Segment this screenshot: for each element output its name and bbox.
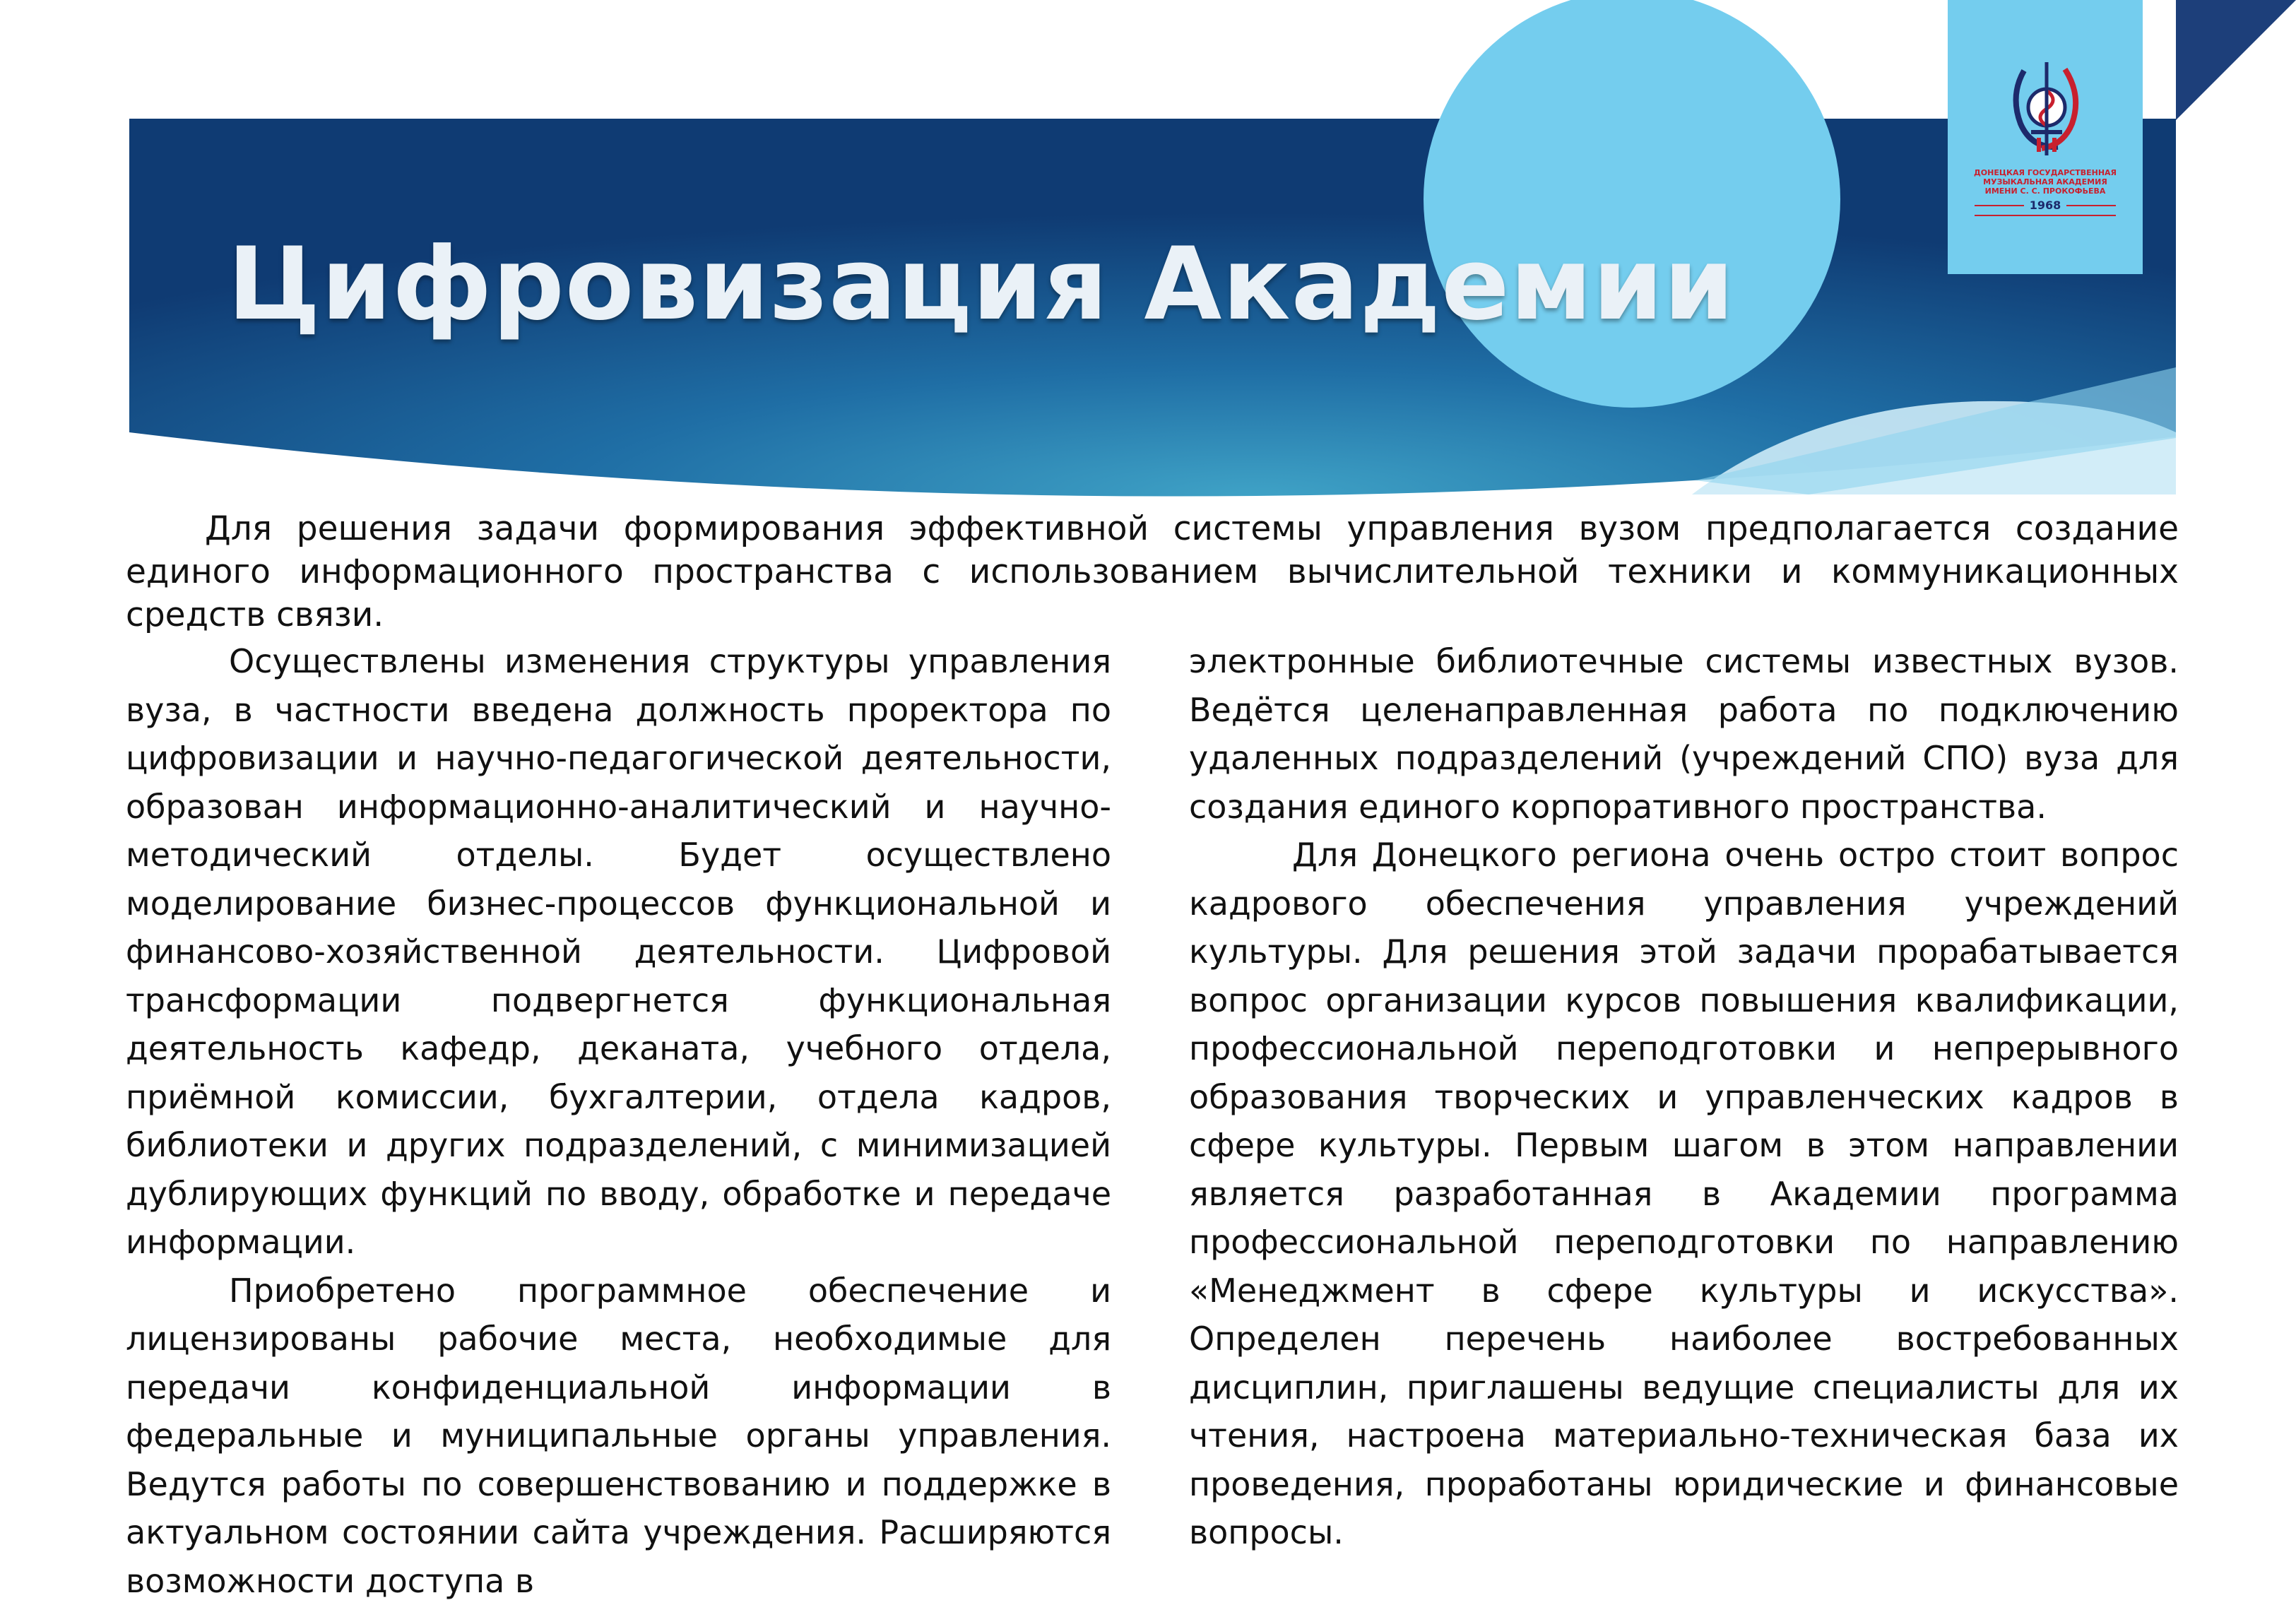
left-column <box>126 637 1111 1605</box>
left-paragraph-1: Осуществлены изменения структуры управления вуза, в частности введена должность проректора по цифровизации и научно-педагогической деятельности, образован информационно-аналитический и научно-методический отделы. Будет осуществлено моделирование бизнес-процессов функциональной и финансово-хозяйственной деятельности. Цифровой трансформации подвергнется функциональная деятельность кафедр, деканата, учебного отдела, приёмной комиссии, бухгалтерии, отдела кадров, библиотеки и других подразделений, с минимизацией дублирующих функций по вводу, обработке и передаче информации. <box>126 637 1111 1267</box>
logo-line-left <box>1975 205 2024 206</box>
right-paragraph-2: Для Донецкого региона очень остро стоит вопрос кадрового обеспечения управления учреждений культуры. Для решения этой задачи прорабатывается вопрос организации курсов повышения квалификации, профессиональной переподготовки и непрерывного образования творческих и управленческих кадров в сфере культуры. Первым шагом в этом направлении является разработанная в Академии программа профессиональной переподготовки по направлению «Менеджмент в сфере культуры и искусства». Определен перечень наиболее востребованных дисциплин, приглашены ведущие специалисты для их чтения, настроена материально-техническая база их проведения, проработаны юридические и финансовые вопросы. <box>1189 831 2179 1557</box>
page-title: Цифровизация Академии <box>227 225 1735 345</box>
right-column <box>1189 637 2179 1557</box>
left-paragraph-2: Приобретено программное обеспечение и лицензированы рабочие места, необходимые для передачи конфиденциальной информации в федеральные и муниципальные органы управления. Ведутся работы по совершенствованию и поддержке в актуальном состоянии сайта учреждения. Расширяются возможности доступа в <box>126 1267 1111 1605</box>
intro-paragraph: Для решения задачи формирования эффективной системы управления вузом предполагается создание единого информационного пространства с использованием вычислительной техники и коммуникационных средств связи. <box>126 507 2179 636</box>
logo-panel <box>1948 0 2143 274</box>
banner-circle-large <box>1424 0 1840 408</box>
logo-rule <box>1975 215 2116 216</box>
right-paragraph-1: электронные библиотечные системы известных вузов. Ведётся целенаправленная работа по подключению удаленных подразделений (учреждений СПО) вуза для создания единого корпоративного пространства. <box>1189 637 2179 831</box>
academy-name: ДОНЕЦКАЯ ГОСУДАРСТВЕННАЯ МУЗЫКАЛЬНАЯ АКАДЕМИЯ ИМЕНИ С. С. ПРОКОФЬЕВА <box>1971 168 2119 196</box>
corner-triangle <box>2176 0 2296 120</box>
logo-year-row <box>1975 199 2116 212</box>
founding-year: 1968 <box>2024 199 2067 212</box>
academy-logo-icon <box>2003 57 2088 162</box>
logo-line-right <box>2066 205 2116 206</box>
